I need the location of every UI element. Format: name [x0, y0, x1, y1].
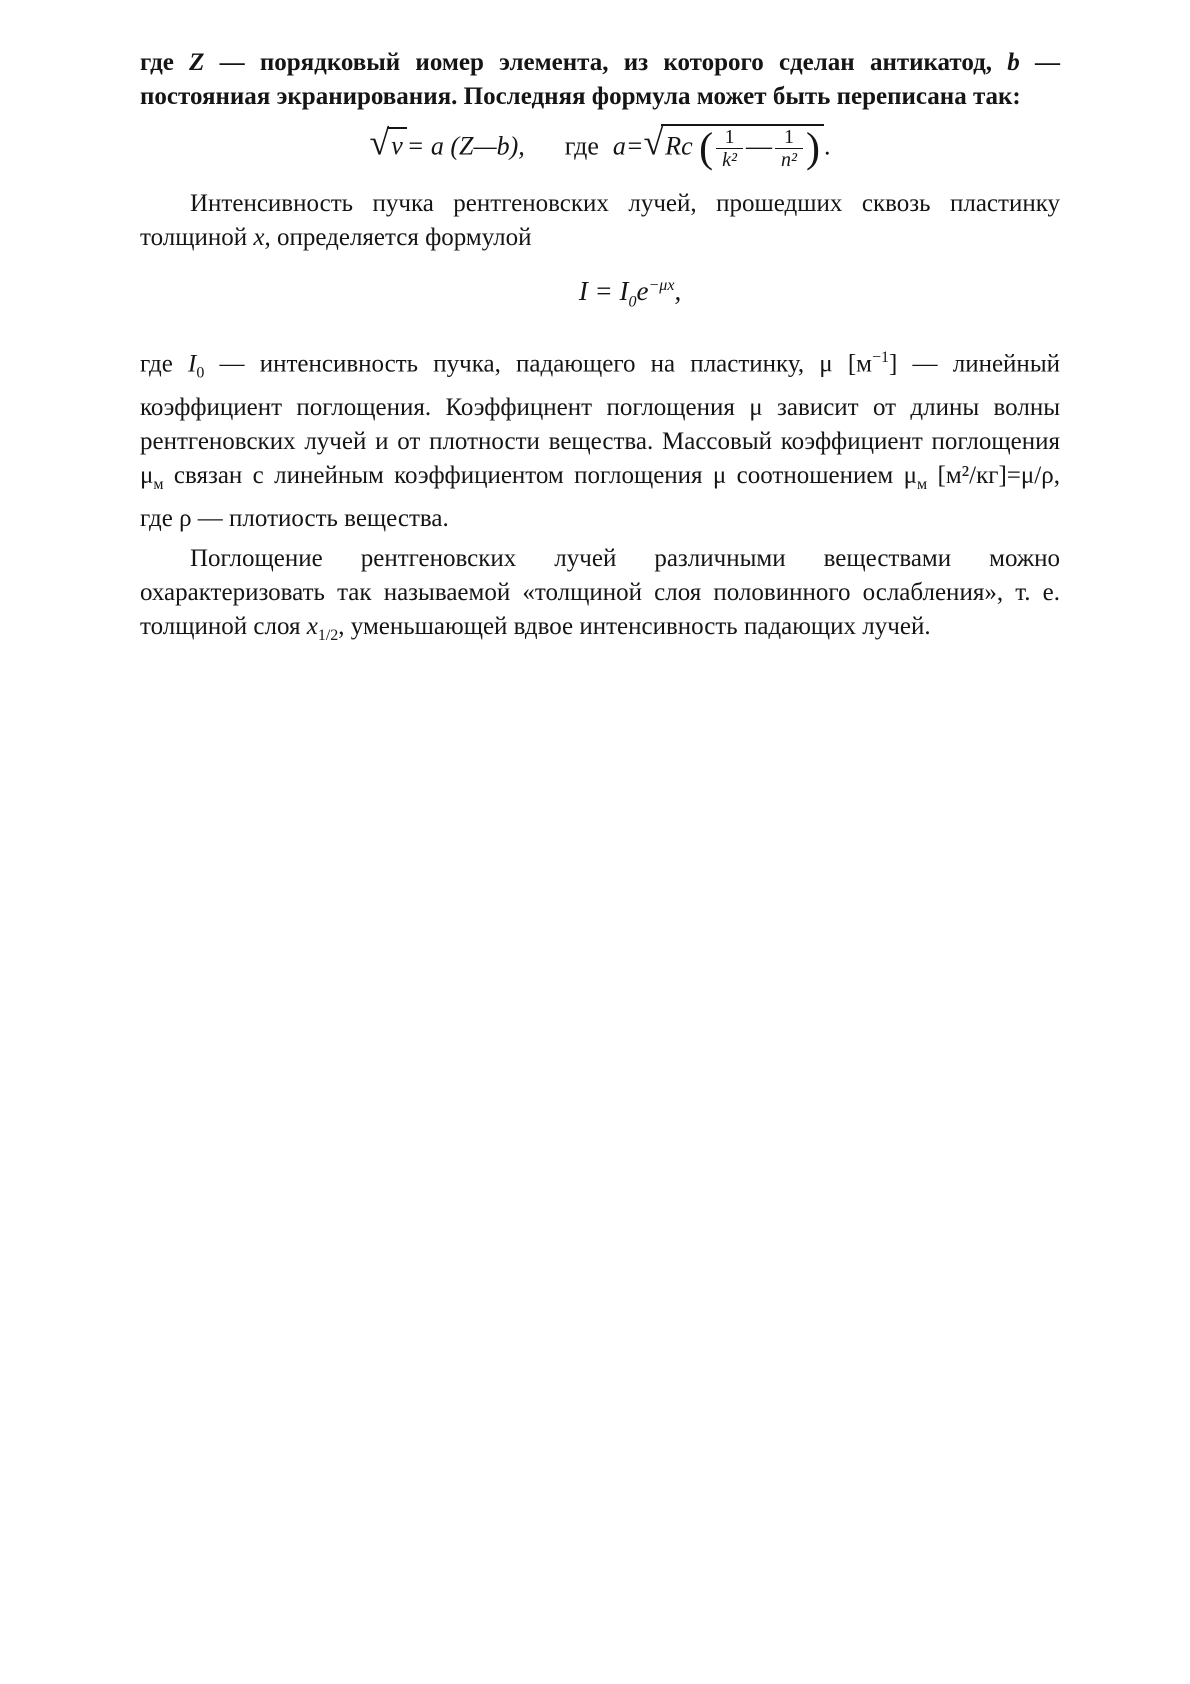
formula-where: где	[564, 131, 599, 161]
text: , определяется формулой	[264, 224, 532, 251]
symbol-b: b	[1007, 49, 1020, 76]
minus-sign: —	[746, 131, 772, 161]
text: — порядковый иомер элемента, из которого сделан антикатод,	[204, 49, 1008, 76]
text: ] — линейный коэффициент поглощения. Коэффицнент поглощения μ зависит от длины волны рентгеновских лучей и от плотности вещества. Массовый коэффициент поглощения μ	[140, 350, 1060, 489]
text: — постояниая экранирования. Последняя формула может быть переписана так:	[140, 49, 1061, 110]
text: , уменьшающей вдвое интенсивность падающих лучей.	[338, 612, 931, 640]
symbol-x: x	[253, 224, 265, 251]
symbol-e: e	[636, 276, 649, 306]
superscript: −1	[872, 349, 890, 367]
symbol-I0: I	[188, 350, 197, 378]
paren-left: (	[699, 125, 714, 172]
symbol-nu: ν	[387, 127, 407, 163]
radical-sign: √	[643, 122, 664, 163]
text: Поглощение рентгеновских лучей различными веществами можно охарактеризовать так называемой «толщиной слоя половинного ослабления», т. е. толщиной слоя	[140, 544, 1060, 640]
subscript: м	[917, 475, 928, 493]
text: связан с линейным коэффициентом поглощения μ соотношением μ	[163, 461, 918, 489]
text: где	[140, 49, 190, 76]
text: где	[140, 350, 189, 378]
symbol-x: x	[306, 612, 318, 640]
symbol-Z: Z	[189, 49, 205, 76]
denominator: n²	[781, 149, 797, 171]
subscript: 1/2	[317, 626, 339, 644]
paragraph-2	[140, 187, 1060, 255]
subscript: 0	[628, 293, 637, 311]
subscript: 0	[196, 364, 205, 382]
fraction-2	[775, 126, 803, 171]
numerator: 1	[716, 126, 743, 149]
page-content	[140, 46, 1060, 653]
paragraph-4	[140, 542, 1060, 653]
radical-sign: √	[369, 122, 390, 163]
paren-right: )	[806, 125, 820, 172]
radicand	[661, 124, 824, 171]
text: [м²/кг]=μ/ρ, где ρ — плотиость вещества.	[140, 461, 1060, 532]
fraction-1	[716, 126, 743, 171]
formula-a-eq: a=	[612, 131, 644, 161]
formula-dot: .	[824, 131, 831, 161]
paragraph-1	[140, 46, 1060, 114]
numerator: 1	[775, 126, 803, 149]
exponent: −μx	[648, 277, 675, 294]
text: — интенсивность пучка, падающего на пластинку, μ [м	[204, 350, 872, 378]
formula-moseley	[140, 124, 1060, 171]
paragraph-3	[140, 341, 1060, 535]
text: Интенсивность пучка рентгеновских лучей, прошедших сквозь пластинку толщиной	[140, 190, 1060, 251]
comma: ,	[674, 276, 682, 306]
formula-lhs: I = I	[578, 276, 629, 306]
formula-attenuation	[200, 269, 1060, 319]
subscript: м	[153, 475, 164, 493]
formula-rhs: = a (Z—b),	[406, 131, 525, 161]
symbol-Rc: Rc	[665, 131, 693, 161]
denominator: k²	[722, 149, 737, 171]
